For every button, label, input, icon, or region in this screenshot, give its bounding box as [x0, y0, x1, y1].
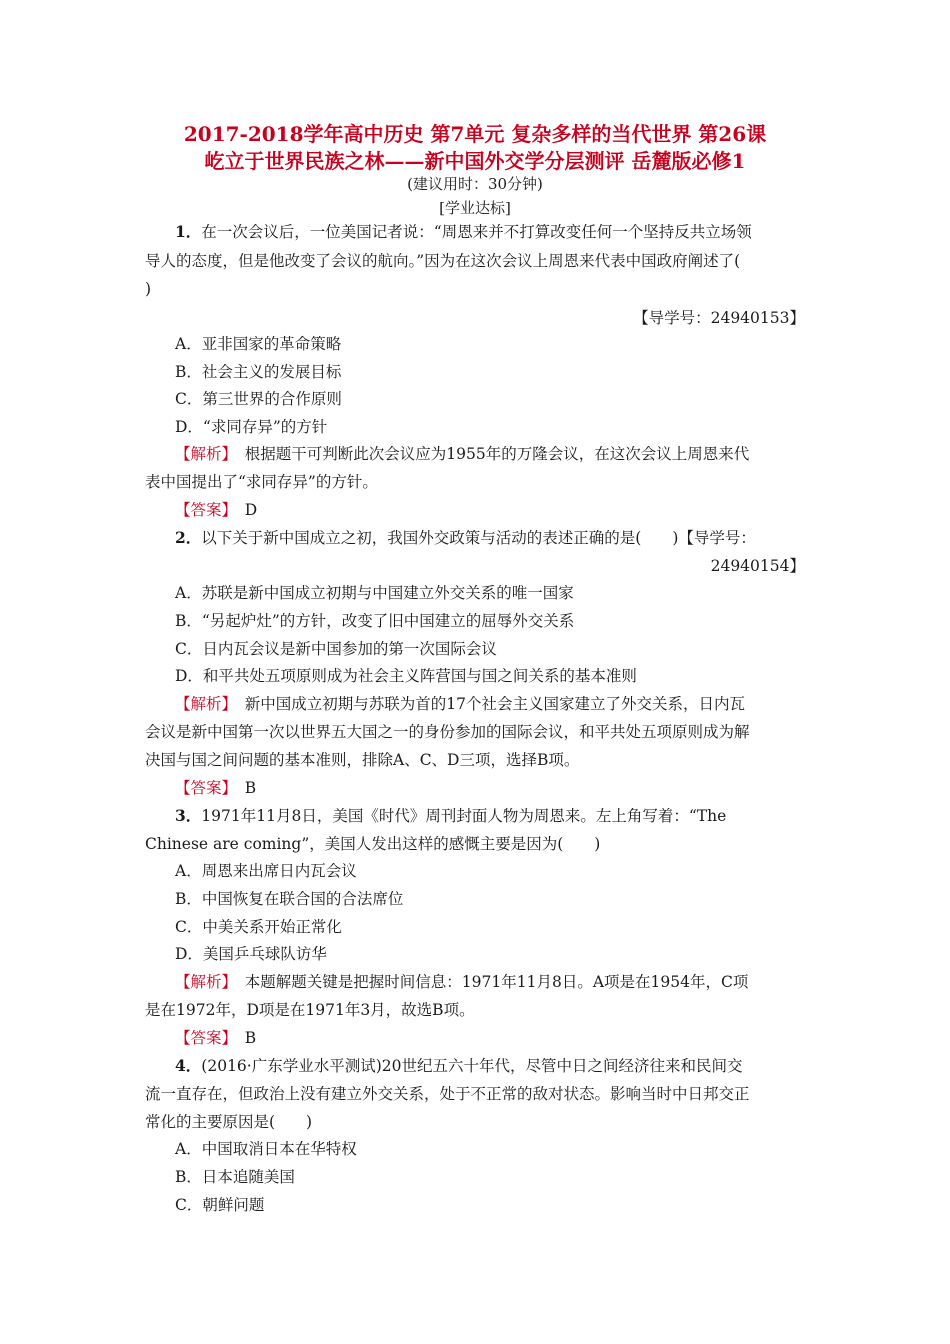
q1-option-d: D．“求同存异”的方针 [175, 418, 328, 436]
q1-option-b: B．社会主义的发展目标 [175, 363, 342, 381]
q2-analysis-line-1: 【解析】 新中国成立初期与苏联为首的17个社会主义国家建立了外交关系，日内瓦 [175, 695, 746, 713]
q3-number: 3． [175, 806, 202, 825]
q3-stem-line-2: Chinese are coming”，美国人发出这样的感慨主要是因为( ) [145, 835, 601, 853]
q2-analysis-line-2: 会议是新中国第一次以世界五大国之一的身份参加的国际会议，和平共处五项原则成为解 [145, 723, 750, 741]
q1-analysis-line-1: 【解析】 根据题干可判断此次会议应为1955年的万隆会议，在这次会议上周恩来代 [175, 445, 750, 463]
q4-option-a: A．中国取消日本在华特权 [175, 1140, 357, 1158]
q4-option-c: C．朝鲜问题 [175, 1196, 265, 1214]
analysis-tag: 【解析】 [175, 445, 230, 463]
q1-answer: 【答案】 D [175, 501, 258, 519]
title-line-1: 2017-2018学年高中历史 第7单元 复杂多样的当代世界 第26课 [183, 122, 767, 146]
q2-option-a: A．苏联是新中国成立初期与中国建立外交关系的唯一国家 [175, 584, 574, 602]
answer-tag: 【答案】 [175, 501, 230, 519]
q4-option-b: B．日本追随美国 [175, 1168, 295, 1186]
q3-analysis-line-1: 【解析】 本题解题关键是把握时间信息：1971年11月8日。A项是在1954年，C项 [175, 973, 749, 991]
q1-option-c: C．第三世界的合作原则 [175, 390, 342, 408]
q4-stem-line-3: 常化的主要原因是( ) [145, 1113, 313, 1131]
q1-stem-line-2: 导人的态度，但是他改变了会议的航向。”因为在这次会议上周恩来代表中国政府阐述了( [145, 252, 741, 270]
q3-stem-line-1: 3．1971年11月8日，美国《时代》周刊封面人物为周恩来。左上角写着：“The [175, 806, 727, 825]
q4-stem-line-1: 4．(2016·广东学业水平测试)20世纪五六十年代，尽管中日之间经济往来和民间交 [175, 1056, 743, 1075]
q4-number: 4． [175, 1056, 202, 1075]
q1-stem-line-1: 1．在一次会议后，一位美国记者说：“周恩来并不打算改变任何一个坚持反共立场领 [175, 222, 752, 241]
q3-answer: 【答案】 B [175, 1029, 257, 1047]
q3-option-a: A．周恩来出席日内瓦会议 [175, 862, 357, 880]
q2-option-b: B．“另起炉灶”的方针，改变了旧中国建立的屈辱外交关系 [175, 612, 575, 630]
section-heading: [学业达标] [439, 199, 511, 217]
q3-analysis-line-2: 是在1972年，D项是在1971年3月，故选B项。 [145, 1001, 475, 1019]
q2-answer: 【答案】 B [175, 779, 257, 797]
q3-option-c: C．中美关系开始正常化 [175, 918, 342, 936]
q2-option-d: D．和平共处五项原则成为社会主义阵营国与国之间关系的基本准则 [175, 667, 637, 685]
q2-analysis-line-3: 决国与国之间问题的基本准则，排除A、C、D三项，选择B项。 [145, 751, 580, 769]
q4-stem-line-2: 流一直存在，但政治上没有建立外交关系，处于不正常的敌对状态。影响当时中日邦交正 [145, 1085, 750, 1103]
q2-stem-line-1: 2．以下关于新中国成立之初，我国外交政策与活动的表述正确的是( )【导学号： [175, 528, 756, 547]
q1-option-a: A．亚非国家的革命策略 [175, 335, 342, 353]
q3-option-b: B．中国恢复在联合国的合法席位 [175, 890, 404, 908]
q2-number: 2． [175, 528, 202, 547]
title-line-2: 屹立于世界民族之林——新中国外交学分层测评 岳麓版必修1 [204, 149, 746, 173]
q2-option-c: C．日内瓦会议是新中国参加的第一次国际会议 [175, 640, 497, 658]
suggested-time: (建议用时：30分钟) [407, 175, 543, 193]
q1-number: 1． [175, 222, 202, 241]
q1-analysis-line-2: 表中国提出了“求同存异”的方针。 [145, 473, 378, 491]
q2-guide-number: 24940154】 [710, 557, 805, 575]
q3-option-d: D．美国乒乓球队访华 [175, 945, 327, 963]
q1-stem-line-3: ) [145, 280, 152, 298]
q1-guide-number: 【导学号：24940153】 [633, 309, 805, 327]
